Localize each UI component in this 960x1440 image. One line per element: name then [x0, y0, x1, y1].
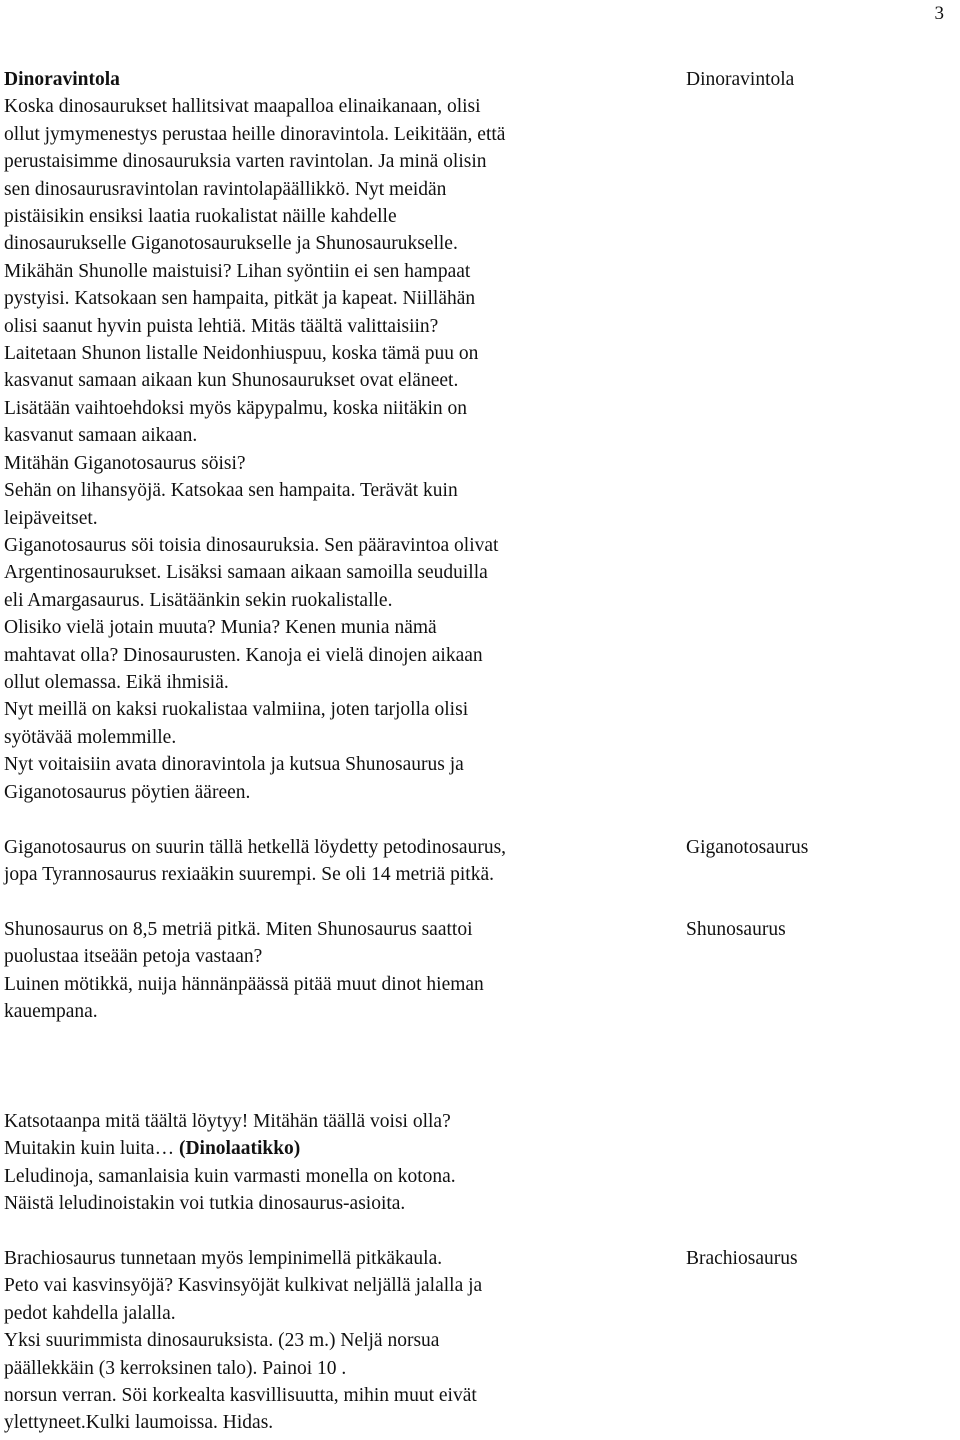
page-number: 3: [934, 3, 944, 24]
paragraph-line: päällekkäin (3 kerroksinen talo). Painoi 10 .: [4, 1357, 347, 1379]
paragraph-line: Shunosaurus on 8,5 metriä pitkä. Miten Shunosaurus saattoi: [4, 919, 473, 940]
margin-note-dinoravintola: Dinoravintola: [686, 69, 795, 90]
paragraph-line: [4, 1135, 644, 1162]
paragraph-line: Luinen mötikkä, nuija hännänpäässä pitää muut dinot hieman: [4, 973, 484, 995]
section-giganotosaurus: [4, 834, 644, 889]
paragraph-line: pystyisi. Katsokaan sen hampaita, pitkät ja kapeat. Niillähän: [4, 288, 476, 310]
paragraph-line: Brachiosaurus tunnetaan myös lempinimellä pitkäkaula.: [4, 1248, 443, 1269]
paragraph-line: olisi saanut hyvin puista lehtiä. Mitäs täältä valittaisiin?: [4, 315, 439, 337]
margin-note-brachiosaurus: Brachiosaurus: [686, 1248, 798, 1269]
paragraph-line: Giganotosaurus pöytien ääreen.: [4, 781, 251, 803]
paragraph-line: ollut jymymenestys perustaa heille dinoravintola. Leikitään, että: [4, 123, 506, 145]
line-text: Muitakin kuin luita…: [4, 1138, 179, 1160]
paragraph-line: dinosaurukselle Giganotosaurukselle ja Shunosaurukselle.: [4, 233, 458, 255]
paragraph-line: Peto vai kasvinsyöjä? Kasvinsyöjät kulkivat neljällä jalalla ja: [4, 1275, 483, 1297]
paragraph-line: Olisiko vielä jotain muuta? Munia? Kenen munia nämä: [4, 617, 437, 639]
section-dinoravintola: [4, 66, 644, 806]
paragraph-line: Yksi suurimmista dinosauruksista. (23 m.) Neljä norsua: [4, 1330, 440, 1352]
paragraph-line: Näistä leludinoistakin voi tutkia dinosaurus-asioita.: [4, 1193, 406, 1215]
paragraph-line: syötävää molemmille.: [4, 726, 177, 748]
paragraph-line: ylettyneet.Kulki laumoissa. Hidas.: [4, 1412, 274, 1434]
paragraph-line: kasvanut samaan aikaan kun Shunosaurukset ovat eläneet.: [4, 370, 459, 392]
paragraph-line: pedot kahdella jalalla.: [4, 1302, 176, 1324]
paragraph-line: leipäveitset.: [4, 507, 98, 529]
paragraph-line: Argentinosaurukset. Lisäksi samaan aikaan samoilla seuduilla: [4, 562, 488, 584]
paragraph-line: jopa Tyrannosaurus rexiaäkin suurempi. Se oli 14 metriä pitkä.: [4, 864, 494, 886]
paragraph-line: Giganotosaurus on suurin tällä hetkellä löydetty petodinosaurus,: [4, 837, 507, 858]
section-shunosaurus: [4, 916, 644, 1026]
section-title: Dinoravintola: [4, 69, 120, 90]
paragraph-line: Mitähän Giganotosaurus söisi?: [4, 452, 246, 474]
paragraph-line: Lisätään vaihtoehdoksi myös käpypalmu, koska niitäkin on: [4, 397, 468, 419]
bold-label: (Dinolaatikko): [178, 1138, 301, 1160]
paragraph-line: Nyt meillä on kaksi ruokalistaa valmiina, joten tarjolla olisi: [4, 699, 469, 721]
margin-note-shunosaurus: Shunosaurus: [686, 919, 786, 940]
paragraph-line: Koska dinosaurukset hallitsivat maapalloa elinaikanaan, olisi: [4, 96, 481, 118]
paragraph-line: Sehän on lihansyöjä. Katsokaa sen hampaita. Terävät kuin: [4, 480, 458, 502]
paragraph-line: eli Amargasaurus. Lisätäänkin sekin ruokalistalle.: [4, 589, 393, 611]
paragraph-line: mahtavat olla? Dinosaurusten. Kanoja ei vielä dinojen aikaan: [4, 644, 483, 666]
paragraph-line: kasvanut samaan aikaan.: [4, 425, 198, 447]
paragraph-line: Mikähän Shunolle maistuisi? Lihan syöntiin ei sen hampaat: [4, 260, 471, 282]
paragraph-line: pistäisikin ensiksi laatia ruokalistat näille kahdelle: [4, 206, 397, 228]
paragraph-line: kauempana.: [4, 1001, 98, 1023]
paragraph-line: sen dinosaurusravintolan ravintolapäällikkö. Nyt meidän: [4, 178, 447, 200]
paragraph-line: Leludinoja, samanlaisia kuin varmasti monella on kotona.: [4, 1165, 456, 1187]
margin-note-giganotosaurus: Giganotosaurus: [686, 837, 809, 858]
section-brachiosaurus: [4, 1245, 644, 1437]
paragraph-line: ollut olemassa. Eikä ihmisiä.: [4, 671, 229, 693]
paragraph-line: perustaisimme dinosauruksia varten ravintolan. Ja minä olisin: [4, 151, 487, 173]
paragraph-line: Nyt voitaisiin avata dinoravintola ja kutsua Shunosaurus ja: [4, 754, 464, 776]
section-dinolaatikko: [4, 1108, 644, 1218]
paragraph-line: puolustaa itseään petoja vastaan?: [4, 946, 263, 968]
paragraph-line: Laitetaan Shunon listalle Neidonhiuspuu, koska tämä puu on: [4, 343, 479, 365]
paragraph-line: norsun verran. Söi korkealta kasvillisuutta, mihin muut eivät: [4, 1385, 477, 1407]
paragraph-line: Katsotaanpa mitä täältä löytyy! Mitähän täällä voisi olla?: [4, 1111, 451, 1132]
paragraph-line: Giganotosaurus söi toisia dinosauruksia. Sen pääravintoa olivat: [4, 534, 499, 556]
